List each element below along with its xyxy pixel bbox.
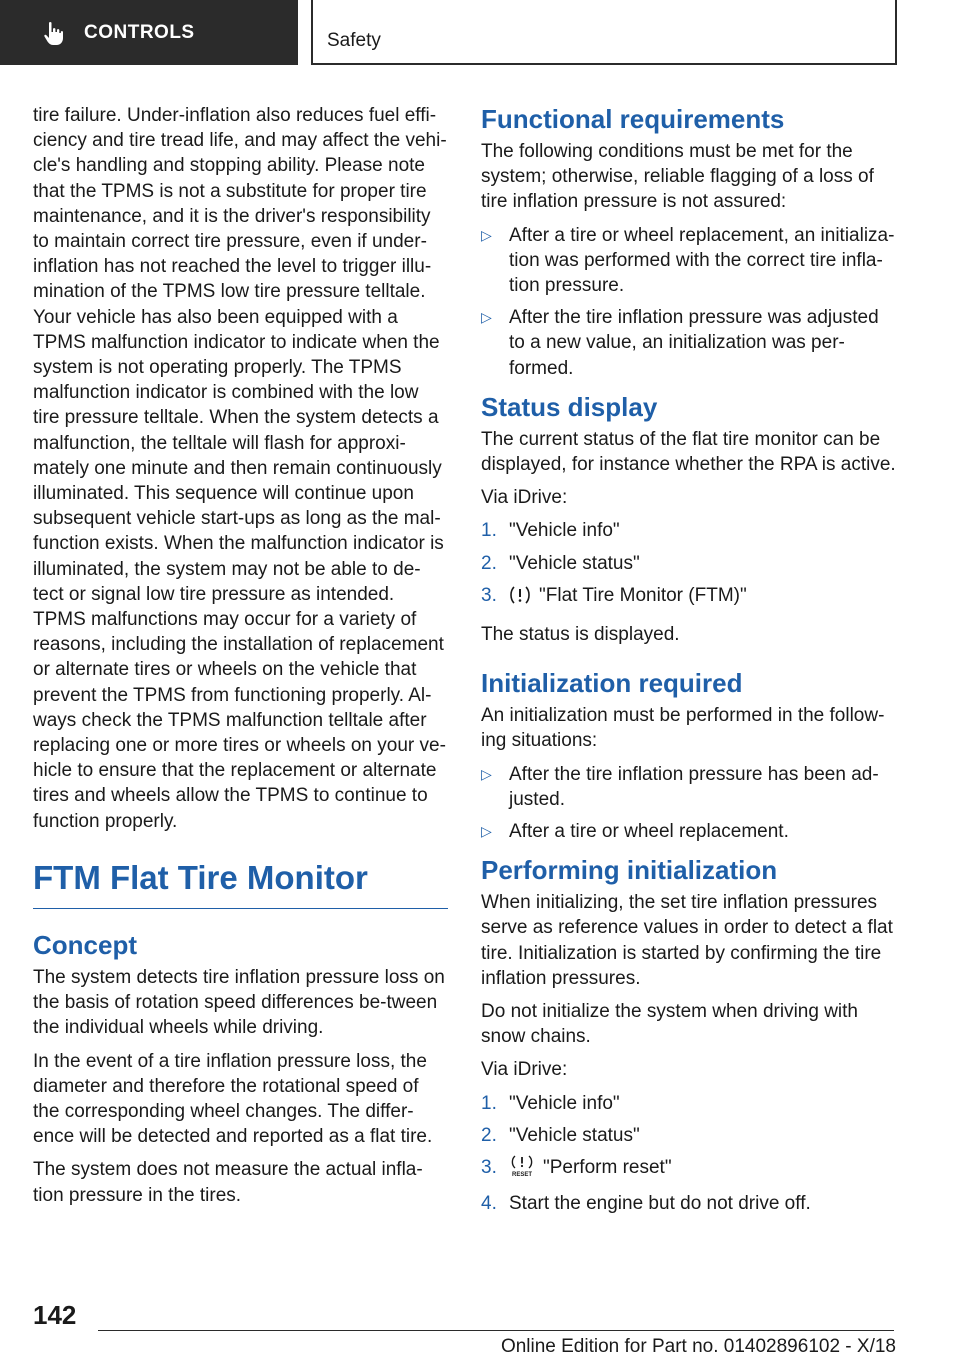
performing-initialization-paragraph-1: When initializing, the set tire inflation pressures serve as reference values in order to detect a flat tire. Initialization is started by confirming the tire inflation pressures.	[481, 892, 893, 989]
page-number: 142	[33, 1300, 77, 1330]
concept-heading: Concept	[33, 929, 137, 960]
list-item: ▷ After a tire or wheel replacement, an initializa-tion was performed with the correct tire infla-tion pressure.	[481, 224, 895, 297]
right-column	[481, 103, 899, 1227]
list-item: ▷ After the tire inflation pressure has been ad-justed.	[481, 763, 879, 810]
performing-initialization-heading: Performing initialization	[481, 855, 778, 886]
bullet-triangle-icon: ▷	[481, 226, 492, 243]
chapter-label: Safety	[327, 30, 381, 51]
status-display-paragraph: The current status of the flat tire monitor can be displayed, for instance whether the RPA is active.	[481, 428, 896, 476]
functional-requirements-heading: Functional requirements	[481, 104, 785, 134]
via-idrive-label-2: Via iDrive:	[481, 1059, 568, 1081]
hand-pointer-icon	[40, 19, 68, 47]
concept-paragraph-1: The system detects tire inflation pressure loss on the basis of rotation speed differences be-tween the individual wheels while driving.	[33, 966, 445, 1039]
tire-pressure-warning-icon	[509, 585, 531, 612]
left-column	[33, 103, 448, 1216]
list-item: 3. "Flat Tire Monitor (FTM)"	[481, 583, 899, 612]
edition-note: Online Edition for Part no. 01402896102 - X/18	[500, 1336, 896, 1357]
status-result: The status is displayed.	[481, 624, 680, 646]
initialization-required-heading: Initialization required	[481, 668, 743, 699]
functional-requirements-paragraph: The following conditions must be met for the system; otherwise, reliable flagging of a loss of tire inflation pressure is not assured:	[481, 141, 874, 213]
footer-divider	[98, 1330, 894, 1331]
page-title: FTM Flat Tire Monitor	[33, 858, 448, 909]
status-display-heading: Status display	[481, 391, 658, 422]
bullet-triangle-icon: ▷	[481, 765, 492, 782]
reset-icon-label: RESET	[511, 1172, 533, 1178]
list-item: 1. "Vehicle info"	[481, 1092, 620, 1114]
tire-pressure-reset-icon	[509, 1155, 535, 1184]
initialization-steps	[481, 1091, 899, 1217]
chapter-header	[311, 0, 897, 65]
concept-paragraph-3: The system does not measure the actual infla-tion pressure in the tires.	[33, 1159, 423, 1206]
list-item: 3. RESET "Perform reset"	[481, 1155, 899, 1184]
list-item: ▷ After a tire or wheel replacement.	[481, 819, 899, 844]
tpms-paragraph: tire failure. Under-inflation also reduces fuel effi-ciency and tire tread life, and may affect the vehi-cle's handling and stopping ability. Please note that the TPMS is not a substitute for proper tire maintenance, and it is the driver's responsibility to maintain correct tire pressure, even if under-inflation has not reached the level to trigger illu-mination of the TPMS low tire pressure telltale. Your vehicle has also been equipped with a TPMS malfunction indicator to indicate when the system is not operating properly. The TPMS malfunction indicator is combined with the low tire pressure telltale. When the system detects a malfunction, the telltale will flash for approxi-mately one minute and then remain continuously illuminated. This sequence will continue upon subsequent vehicle start-ups as long as the mal-function exists. When the malfunction indicator is illuminated, the system may not be able to de-tect or signal low tire pressure as intended. TPMS malfunctions may occur for a variety of reasons, including the installation of replacement or alternate tires or wheels on the vehicle that prevent the TPMS from functioning properly. Al-ways check the TPMS malfunction telltale after replacing one or more tires or wheels on your ve-hicle to ensure that the replacement or alternate tires and wheels allow the TPMS to continue to function properly.	[33, 105, 447, 832]
via-idrive-label: Via iDrive:	[481, 487, 568, 509]
list-item: 2. "Vehicle status"	[481, 1124, 640, 1146]
list-item: 1. "Vehicle info"	[481, 520, 620, 542]
list-item: 4. Start the engine but do not drive off.	[481, 1193, 811, 1215]
initialization-required-paragraph: An initialization must be performed in the follow-ing situations:	[481, 705, 885, 752]
list-item: ▷ After the tire inflation pressure was adjusted to a new value, an initialization was per-formed.	[481, 307, 879, 379]
section-tab	[0, 0, 298, 65]
initialization-required-list	[481, 762, 899, 845]
section-label: CONTROLS	[84, 21, 195, 43]
status-steps	[481, 518, 899, 612]
bullet-triangle-icon: ▷	[481, 823, 492, 840]
bullet-triangle-icon: ▷	[481, 309, 492, 326]
list-item: 2. "Vehicle status"	[481, 552, 640, 574]
functional-requirements-list	[481, 223, 899, 381]
performing-initialization-paragraph-2: Do not initialize the system when driving with snow chains.	[481, 1001, 859, 1048]
concept-paragraph-2: In the event of a tire inflation pressure loss, the diameter and therefore the rotational speed of the corresponding wheel changes. The differ-ence will be detected and reported as a flat tire.	[33, 1050, 433, 1148]
